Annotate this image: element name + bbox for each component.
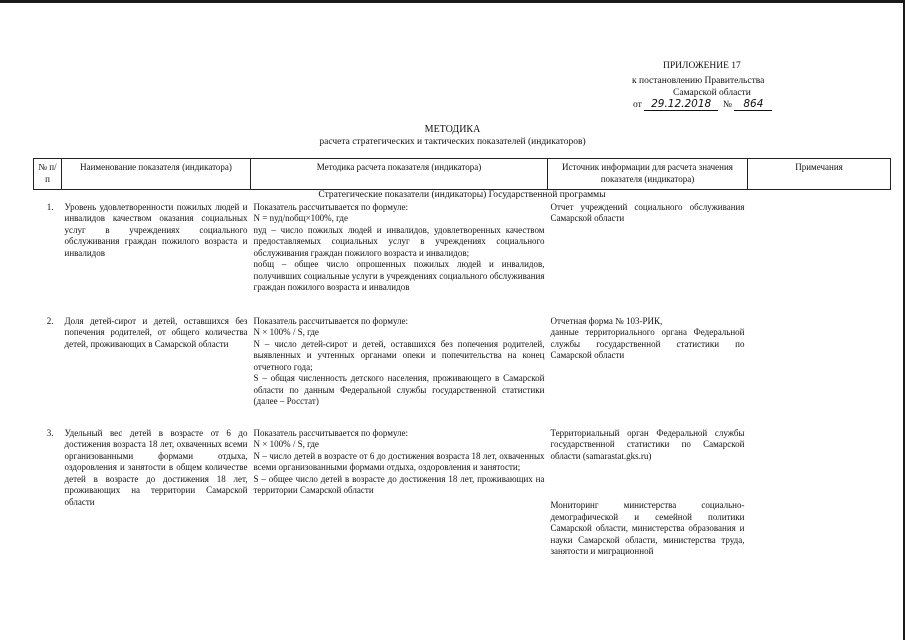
header-notes: Примечания: [748, 159, 891, 190]
indicator-method: [251, 316, 548, 428]
row-number: 3.: [46, 427, 54, 438]
method-formula: N × 100% / S, где: [253, 327, 319, 337]
header-num: № п/п: [34, 159, 62, 190]
method-definition: nобщ – общее число опрошенных пожилых людей и инвалидов, получивших социальные услуги в учреждениях социального обслуживания граждан пожилого возраста и инвалидов: [253, 259, 545, 292]
header-name: Наименование показателя (индикатора): [62, 159, 251, 190]
method-definition: S – общая численность детского населения, проживающего в Самарской области по данным Федеральной службы государственной статистики (далее – Росстат): [253, 373, 545, 406]
signed-number: 864: [734, 98, 772, 111]
appendix-line3: Самарской области: [673, 88, 751, 98]
indicator-source: Отчет учреждений социального обслуживания Самарской области: [550, 201, 745, 223]
source-monitoring: Мониторинг министерства социально-демографической и семейной политики Самарской области, министерства образования и науки Самарской области, министерства труда, занятости и миграционной: [550, 500, 745, 556]
appendix-date-line: [633, 98, 772, 111]
indicator-name: Доля детей-сирот и детей, оставшихся без попечения родителей, от общего количества детей, проживающих в Самарской области: [64, 315, 248, 349]
method-formula: N × 100% / S, где: [253, 439, 319, 449]
date-prefix: от: [633, 100, 642, 110]
method-intro: Показатель рассчитывается по формуле:: [253, 315, 409, 326]
indicator-name: Удельный вес детей в возрасте от 6 до достижения возраста 18 лет, охваченных всеми организованными формами отдыха, оздоровления и занятости в общем количестве детей в возрасте до достижения 18 лет, проживающих на территории Самарской области: [64, 427, 248, 507]
method-definition: N – число детей в возрасте от 6 до достижения возраста 18 лет, охваченных всеми организованными формами отдыха, оздоровления и занятости;: [253, 450, 545, 472]
table-row: [34, 202, 891, 316]
method-definition: N – число детей-сирот и детей, оставшихся без попечения родителей, выявленных и учтенных органами опеки и попечительства на конец отчетного года;: [253, 338, 545, 372]
indicator-source: [548, 316, 748, 428]
source-stat-agency: Территориальный орган Федеральной службы государственной статистики по Самарской области (samarastat.gks.ru): [550, 427, 745, 461]
row-number: 1.: [46, 201, 54, 212]
appendix-line2: к постановлению Правительства: [632, 76, 765, 86]
row-number: 2.: [46, 315, 54, 326]
method-intro: Показатель рассчитывается по формуле:: [253, 427, 409, 438]
indicator-method: [251, 428, 548, 568]
indicator-notes: [748, 202, 891, 316]
indicators-table: [33, 158, 891, 568]
indicator-name: Уровень удовлетворенности пожилых людей и инвалидов качеством оказания социальных услуг в учреждениях социального обслуживания граждан пожилого возраста и инвалидов: [64, 201, 248, 258]
method-intro: Показатель рассчитывается по формуле:: [253, 201, 409, 212]
method-formula: N = nуд/nобщ×100%, где: [253, 213, 348, 223]
indicator-method: [251, 202, 548, 316]
table-row: [34, 316, 891, 428]
signed-date: 29.12.2018: [644, 98, 718, 111]
header-source: Источник информации для расчета значения показателя (индикатора): [548, 159, 748, 190]
indicator-notes: [748, 316, 891, 428]
indicator-notes: [748, 428, 891, 568]
section-heading: Стратегические показатели (индикаторы) Государственной программы: [318, 190, 606, 200]
document-title: МЕТОДИКА: [424, 124, 481, 135]
method-definition: nуд – число пожилых людей и инвалидов, удовлетворенных качеством предоставляемых социальных услуг в учреждениях социального обслуживания граждан пожилого возраста и инвалидов;: [253, 224, 545, 258]
source-detail: данные территориального органа Федеральной службы государственной статистики по Самарской области: [550, 327, 745, 360]
number-prefix: №: [722, 100, 732, 110]
method-definition: S – общее число детей в возрасте до достижения 18 лет, проживающих на территории Самарской области: [253, 473, 545, 495]
appendix-title: ПРИЛОЖЕНИЕ 17: [663, 61, 741, 71]
source-form: Отчетная форма № 103-РИК,: [550, 315, 663, 326]
section-row: [34, 190, 891, 202]
document-subtitle: расчета стратегических и тактических показателей (индикаторов): [319, 137, 586, 147]
indicator-source: [548, 428, 748, 568]
table-row: [34, 428, 891, 568]
scan-top-edge: [0, 0, 905, 3]
table-header-row: [34, 159, 891, 190]
header-method: Методика расчета показателя (индикатора): [251, 159, 548, 190]
